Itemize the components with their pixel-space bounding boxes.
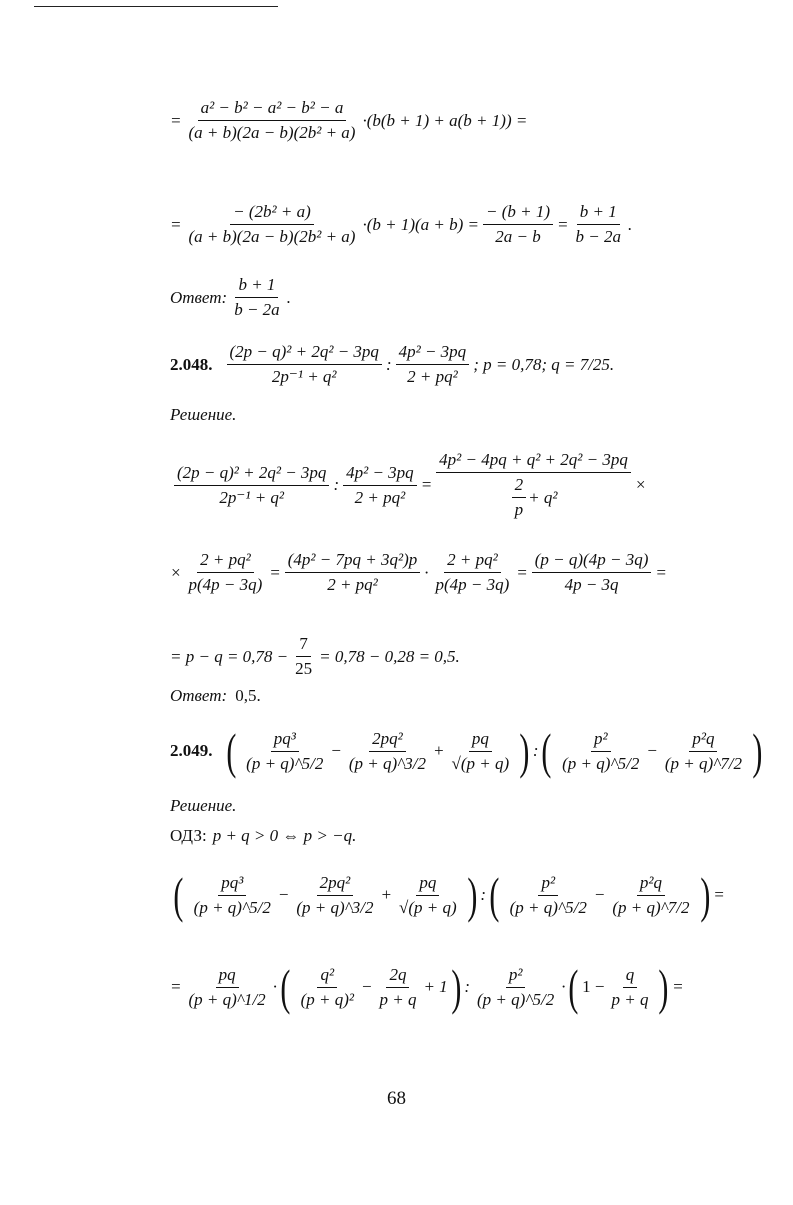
top-rule (34, 6, 278, 7)
problem-number: 2.049. (170, 741, 213, 760)
fraction: $\frac{\text{2 + pq²}}{p(4p - 3q)}$ (188, 550, 263, 594)
answer-label: Ответ: (170, 287, 228, 307)
odz-expression: p + q > 0 ⇔ p > −q. (212, 826, 357, 845)
equals-sign: = (516, 562, 528, 582)
multiplication-sign: × (634, 475, 647, 494)
equals-sign: = (655, 562, 667, 582)
left-parenthesis: ( (568, 959, 579, 1015)
problem-number: 2.048. (170, 354, 213, 374)
fraction: $\frac{7}{25}$ (295, 634, 313, 678)
left-parenthesis: ( (280, 959, 291, 1015)
left-parenthesis: ( (541, 723, 552, 779)
answer-line-2 (170, 686, 261, 706)
equals-sign: = (269, 562, 281, 582)
equation-line-1 (170, 98, 527, 143)
left-parenthesis: ( (489, 867, 500, 923)
solution-step-1 (170, 450, 646, 520)
problem-2048 (170, 342, 614, 387)
left-parenthesis: ( (173, 867, 184, 923)
multiplication-sign: × (170, 562, 182, 582)
expression-middle: ·(b + 1)(a + b) = (362, 214, 480, 234)
right-parenthesis: ) (699, 867, 710, 923)
fraction: 4p² − 4pq + q² + 2q² − 3pq $\frac{2}{p}$ + q² (436, 450, 631, 520)
equals-sign: = (557, 214, 569, 234)
fraction: $\frac{\text{2pq²}}{(p + q)\^{}3/2}$ (296, 872, 374, 917)
expression-tail: ·(b(b + 1) + a(b + 1)) = (362, 110, 528, 130)
solution-step-4: ( $\frac{\text{pq³}}{(p + q)\^{}5/2}$ − $\frac{\text{2pq²}}{(p + q)\^{}3/2}$ + $\frac{pq}{√(p + q)}$ ) : ( $\frac{\text{p²}}{(p + q)\^{}5/2}$ − $\frac{\text{p²q}}{(p + q)\^{}7/2}$ ) = (173, 867, 725, 923)
fraction: $\frac{\text{p²}}{(p + q)\^{}5/2}$ (509, 872, 587, 917)
fraction: $\frac{\text{a² − b² − a² − b² − a}}{\text{(a + b)(2a − b)(2b² + a)}}$ (188, 98, 356, 142)
solution-heading-1: Решение. (170, 405, 237, 424)
equation-line-2 (170, 202, 632, 247)
equals-sign: = (170, 110, 182, 130)
solution-step-3: = p − q = 0,78 − $\frac{7}{25}$ = 0,78 − 0,28 = 0,5. (170, 634, 460, 678)
right-parenthesis: ) (519, 723, 530, 779)
fraction: $\frac{\text{p²q}}{(p + q)\^{}7/2}$ (664, 728, 743, 773)
fraction: $\frac{\text{pq³}}{(p + q)\^{}5/2}$ (193, 872, 271, 917)
domain-condition (170, 826, 356, 846)
multiplication-dot: · (424, 562, 429, 582)
fraction: $\frac{2}{p}$ (512, 475, 527, 520)
fraction: $\frac{\text{q²}}{\text{(p + q)²}}$ (300, 964, 354, 1009)
answer-value: 0,5. (235, 686, 261, 705)
fraction: $\frac{b + 1}{b - 2a}$ (234, 275, 280, 319)
solution-heading-2: Решение. (170, 796, 237, 815)
left-parenthesis: ( (225, 723, 236, 779)
fraction: $\frac{\text{2pq²}}{(p + q)\^{}3/2}$ (348, 728, 427, 773)
fraction: $\frac{b + 1}{b - 2a}$ (575, 202, 622, 246)
fraction: $\frac{(p - q)(4p - 3q)}{4p - 3q}$ (532, 550, 652, 595)
right-parenthesis: ) (451, 959, 462, 1015)
fraction: $\frac{\text{− (2b² + a)}}{\text{(a + b)(2a − b)(2b² + a)}}$ (188, 202, 356, 246)
fraction: $\frac{\text{2 + pq²}}{p(4p - 3q)}$ (435, 550, 510, 594)
fraction: $\frac{2q}{p + q}$ (379, 964, 417, 1009)
answer-line-1 (170, 275, 291, 320)
fraction: $\frac{pq}{(p + q)\^{}1/2}$ (188, 964, 266, 1009)
right-parenthesis: ) (466, 867, 477, 923)
problem-condition: ; p = 0,78; q = 7/25. (473, 354, 615, 374)
problem-2049: 2.049. ( $\frac{\text{pq³}}{(p + q)\^{}5/2}$ − $\frac{\text{2pq²}}{(p + q)\^{}3/2}$ + $\frac{pq}{√(p + q)}$ ) : ( $\frac{\text{p²}}{(p + q)\^{}5/2}$ − $\frac{\text{p²q}}{(p + q)\^{}7/2}$ ) (170, 723, 763, 779)
division-sign: : (385, 354, 392, 374)
fraction: $\frac{pq}{√(p + q)}$ (451, 728, 510, 773)
fraction: $\frac{\text{(2p − q)² + 2q² − 3pq}}{\text{2p⁻¹ + q²}}$ (227, 342, 382, 387)
fraction: $\frac{q}{p + q}$ (611, 964, 649, 1009)
equals-sign: = (170, 214, 182, 234)
solution-step-2 (170, 550, 667, 595)
division-sign: : (333, 475, 340, 494)
fraction: $\frac{pq}{√(p + q)}$ (399, 872, 457, 917)
fraction: $\frac{\text{p²}}{(p + q)\^{}5/2}$ (477, 964, 555, 1009)
fraction: $\frac{\text{4p² − 3pq}}{\text{2 + pq²}}$ (396, 342, 470, 387)
right-parenthesis: ) (752, 723, 763, 779)
period: . (286, 287, 291, 307)
fraction: $\frac{\text{pq³}}{(p + q)\^{}5/2}$ (246, 728, 324, 773)
fraction: $\frac{\text{p²}}{(p + q)\^{}5/2}$ (562, 728, 640, 773)
odz-label: ОДЗ: (170, 826, 207, 845)
equals-sign: = (420, 475, 433, 494)
fraction: $\frac{- (b + 1)}{2a - b}$ (483, 202, 553, 247)
fraction: $\frac{\text{p²q}}{(p + q)\^{}7/2}$ (612, 872, 690, 917)
fraction: $\frac{\text{(4p² − 7pq + 3q²)p}}{\text{2 + pq²}}$ (285, 550, 420, 595)
fraction: $\frac{\text{4p² − 3pq}}{\text{2 + pq²}}$ (343, 463, 417, 508)
page-number: 68 (387, 1088, 406, 1109)
solution-step-5: = $\frac{pq}{(p + q)\^{}1/2}$ · ( $\frac{\text{q²}}{\text{(p + q)²}}$ − $\frac{2q}{p + q}$ + 1 ) : $\frac{\text{p²}}{(p + q)\^{}5/2}$ · ( 1 − $\frac{q}{p + q}$ ) = (170, 959, 684, 1015)
period: . (628, 214, 633, 234)
answer-label: Ответ: (170, 686, 228, 705)
right-parenthesis: ) (658, 959, 669, 1015)
fraction: $\frac{\text{(2p − q)² + 2q² − 3pq}}{\text{2p⁻¹ + q²}}$ (174, 463, 329, 508)
